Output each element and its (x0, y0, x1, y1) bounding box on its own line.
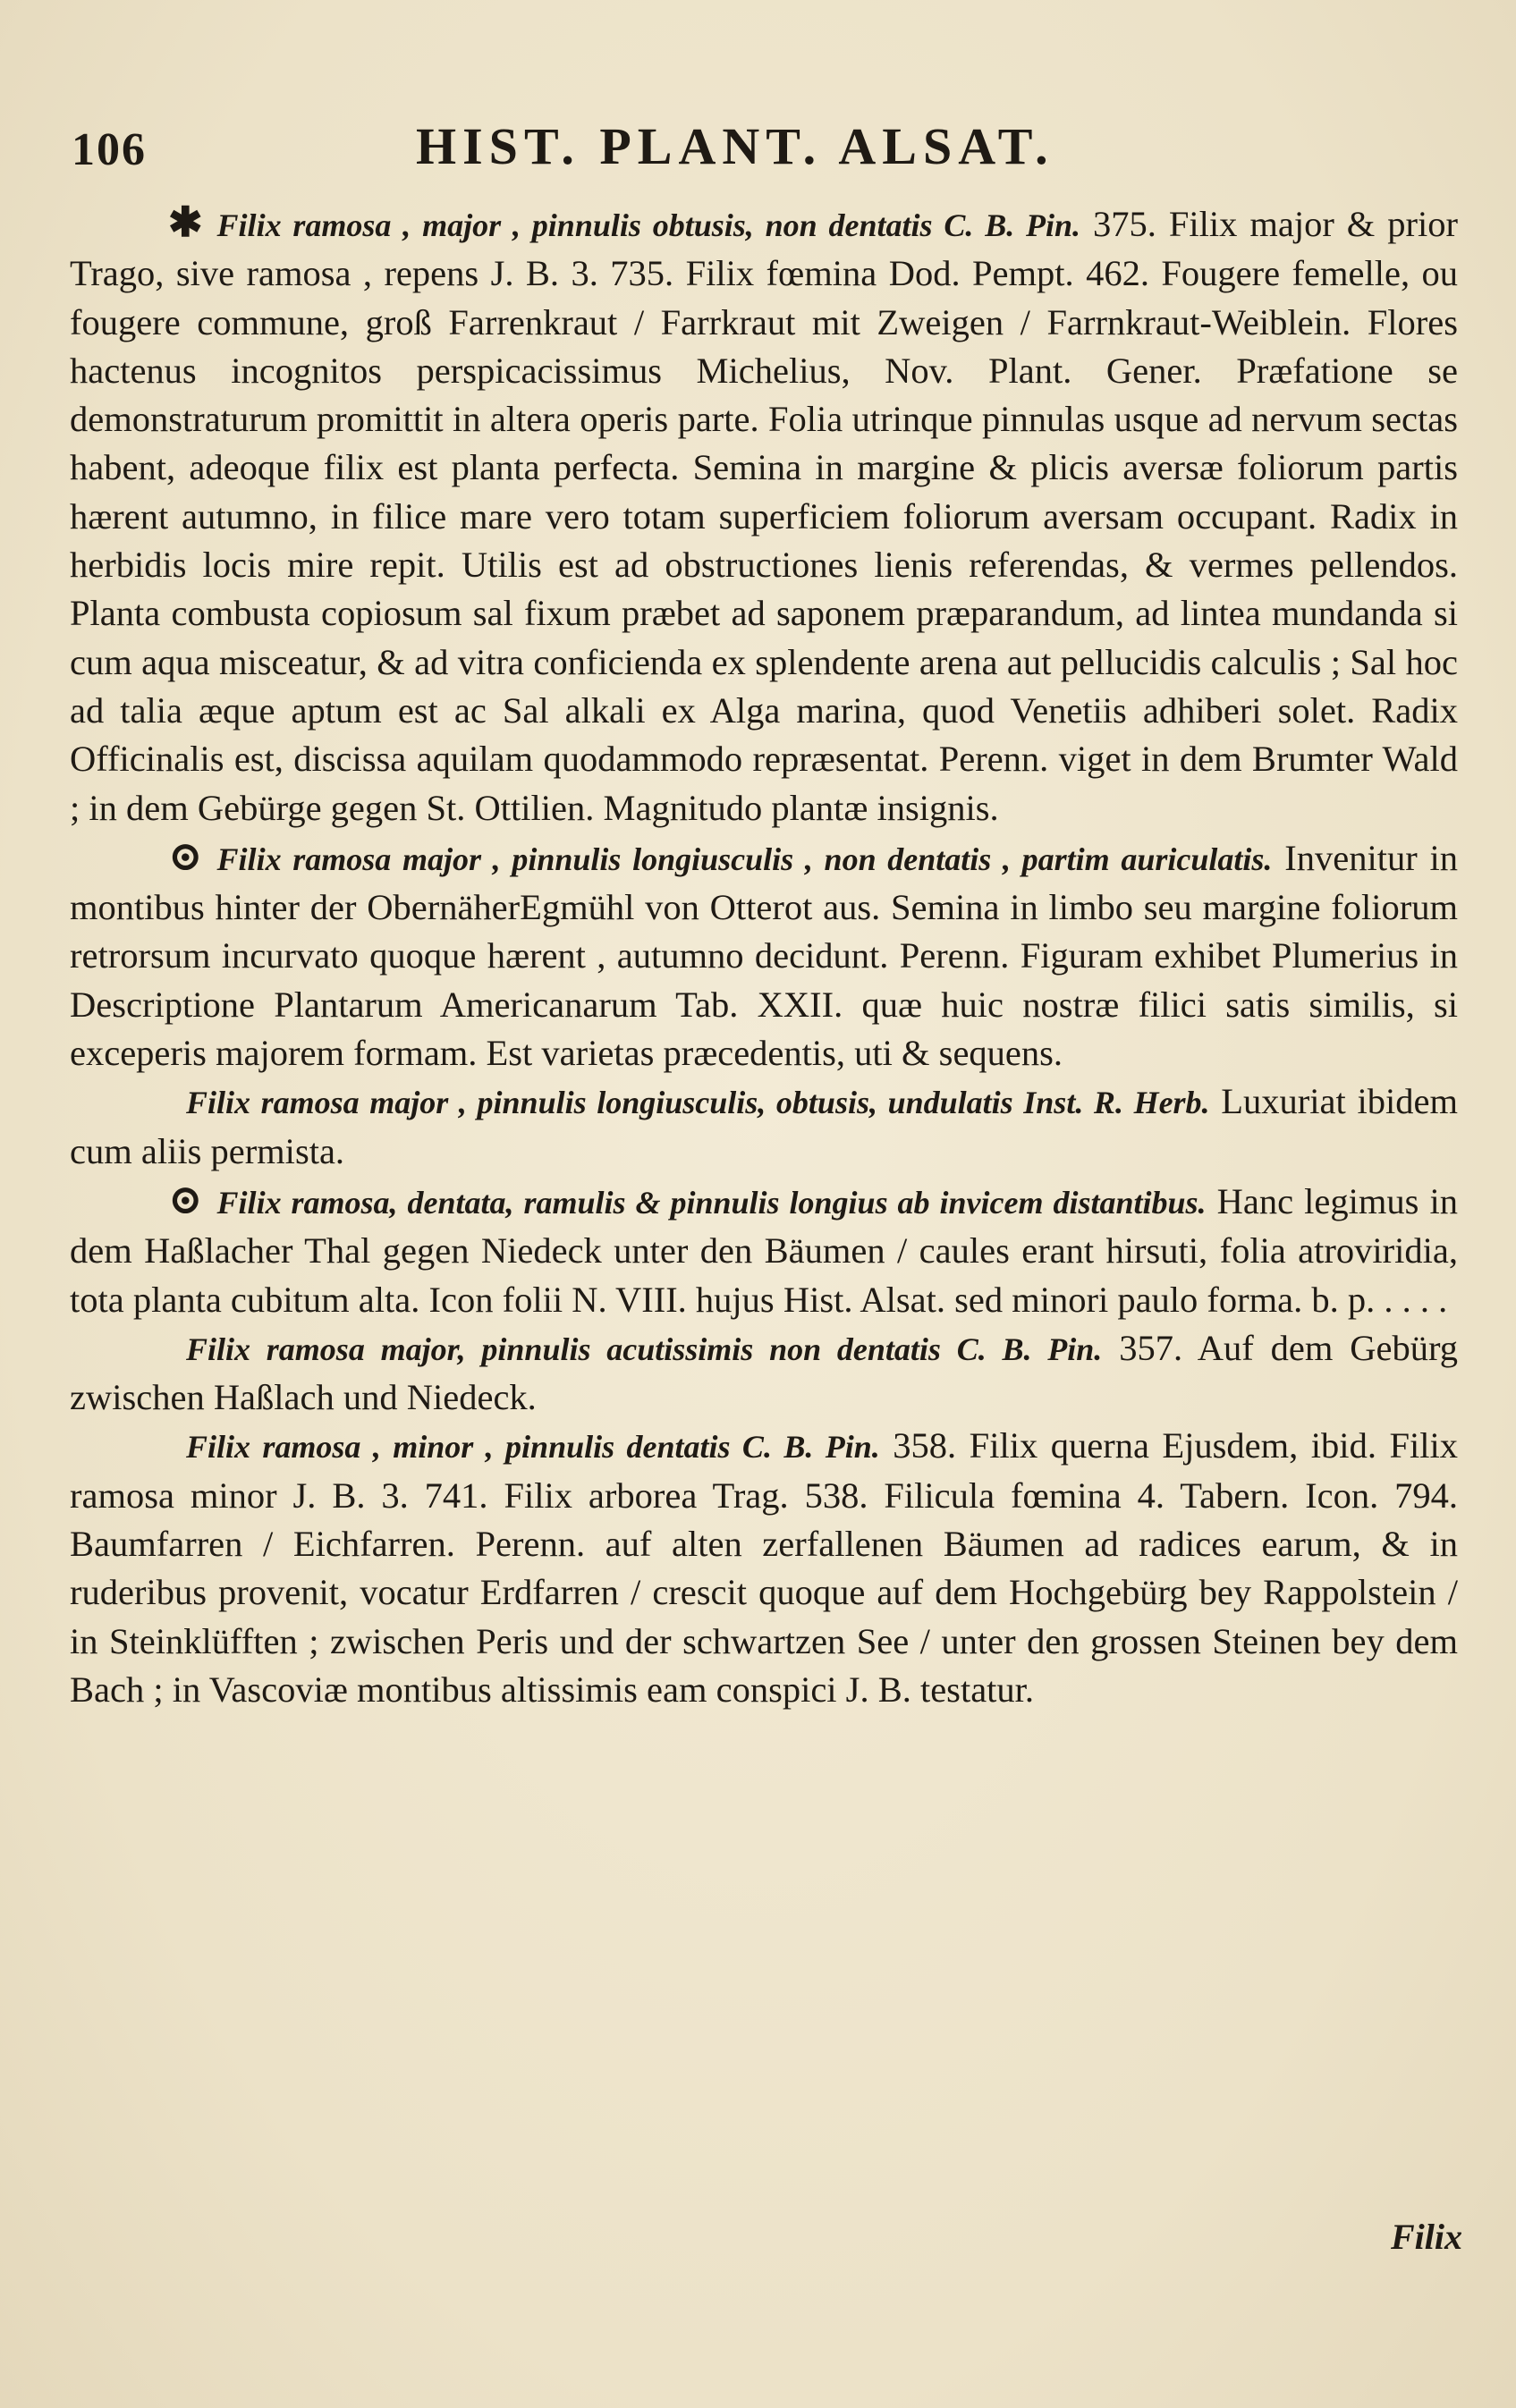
entry-filix-ramosa-major-obtusis (70, 199, 1458, 832)
asterisk-marker: ✱ (168, 199, 203, 245)
entry-name: Filix ramosa, dentata, ramulis & pinnulis longius ab invicem distantibus. (216, 1184, 1207, 1221)
entry-text: Luxuriat ibidem cum aliis permista. (70, 1081, 1458, 1171)
entry-filix-ramosa-major-longiusculis (70, 832, 1458, 1077)
page-number: 106 (72, 124, 147, 175)
entry-text: 375. Filix major & prior Trago, sive ramosa , repens J. B. 3. 735. Filix fœmina Dod. Pempt. 462. Fougere femelle, ou fougere commune, groß Farrenkraut / Farrkraut mit Zweigen / Farrnkraut-Weiblein. Flores hactenus incognitos perspicacissimus Michelius, Nov. Plant. Gener. Præfatione se demonstraturum promittit in altera operis parte. Folia utrinque pinnulas usque ad nervum sectas habent, adeoque filix est planta perfecta. Semina in margine & plicis aversæ foliorum partis hærent autumno, in filice mare vero totam superficiem foliorum aversam occupant. Radix in herbidis locis mire repit. Utilis est ad obstructiones lienis referendas, & vermes pellendos. Planta combusta copiosum sal fixum præbet ad saponem præparandum, ad lintea mundanda si cum aqua misceatur, & ad vitra conficienda ex splendente arena aut pellucidis calculis ; Sal hoc ad talia æque aptum est ac Sal alkali ex Alga marina, quod Venetiis adhiberi solet. Radix Officinalis est, discissa aquilam quodammodo repræsentat. Perenn. viget in dem Brumter Wald ; in dem Gebürge gegen St. Ottilien. Magnitudo plantæ insignis. (70, 204, 1458, 828)
entry-filix-ramosa-minor (70, 1422, 1458, 1714)
entry-name: Filix ramosa major , pinnulis longiusculis, obtusis, undulatis Inst. R. Herb. (186, 1085, 1210, 1121)
entry-name: Filix ramosa major , pinnulis longiusculis , non dentatis , partim auriculatis. (216, 841, 1273, 877)
running-title: HIST. PLANT. ALSAT. (416, 117, 1054, 175)
entry-name: Filix ramosa , major , pinnulis obtusis, non dentatis C. B. Pin. (216, 207, 1081, 243)
entry-name: Filix ramosa , minor , pinnulis dentatis C. B. Pin. (186, 1429, 880, 1466)
page-header (63, 116, 1458, 179)
entry-text: Hanc legimus in dem Haßlacher Thal gegen Niedeck unter den Bäumen / caules erant hirsuti, folia atroviridia, tota planta cubitum alta. Icon folii N. VIII. hujus Hist. Alsat. sed minori paulo forma. b. p. . . . . (70, 1180, 1458, 1320)
circle-marker: ⊙ (168, 832, 203, 879)
entry-text: 357. Auf dem Gebürg zwischen Haßlach und Niedeck. (70, 1327, 1458, 1418)
entry-filix-ramosa-major-undulatis (70, 1077, 1458, 1176)
circle-marker: ⊙ (168, 1176, 203, 1222)
entry-filix-ramosa-acutissimis (70, 1324, 1458, 1423)
entry-text: Invenitur in montibus hinter der ObernäherEgmühl von Otterot aus. Semina in limbo seu margine foliorum retrorsum incurvato quoque hærent , autumno decidunt. Perenn. Figuram exhibet Plumerius in Descriptione Plantarum Americanarum Tab. XXII. quæ huic nostræ filici satis similis, si exceperis majorem formam. Est varietas præcedentis, uti & sequens. (70, 837, 1458, 1074)
page-body (70, 199, 1458, 1714)
entry-text: 358. Filix querna Ejusdem, ibid. Filix ramosa minor J. B. 3. 741. Filix arborea Trag. 538. Filicula fœmina 4. Tabern. Icon. 794. Baumfarren / Eichfarren. Perenn. auf alten zerfallenen Bäumen ad radices earum, & in ruderibus provenit, vocatur Erdfarren / crescit quoque auf dem Hochgebürg bey Rappolstein / in Steinklüfften ; zwischen Peris und der schwartzen See / unter den grossen Steinen bey dem Bach ; in Vascoviæ montibus altissimis eam conspici J. B. testatur. (70, 1425, 1458, 1710)
entry-name: Filix ramosa major, pinnulis acutissimis non dentatis C. B. Pin. (186, 1331, 1103, 1367)
catchword: Filix (1390, 2217, 1462, 2257)
entry-filix-ramosa-dentata (70, 1176, 1458, 1324)
